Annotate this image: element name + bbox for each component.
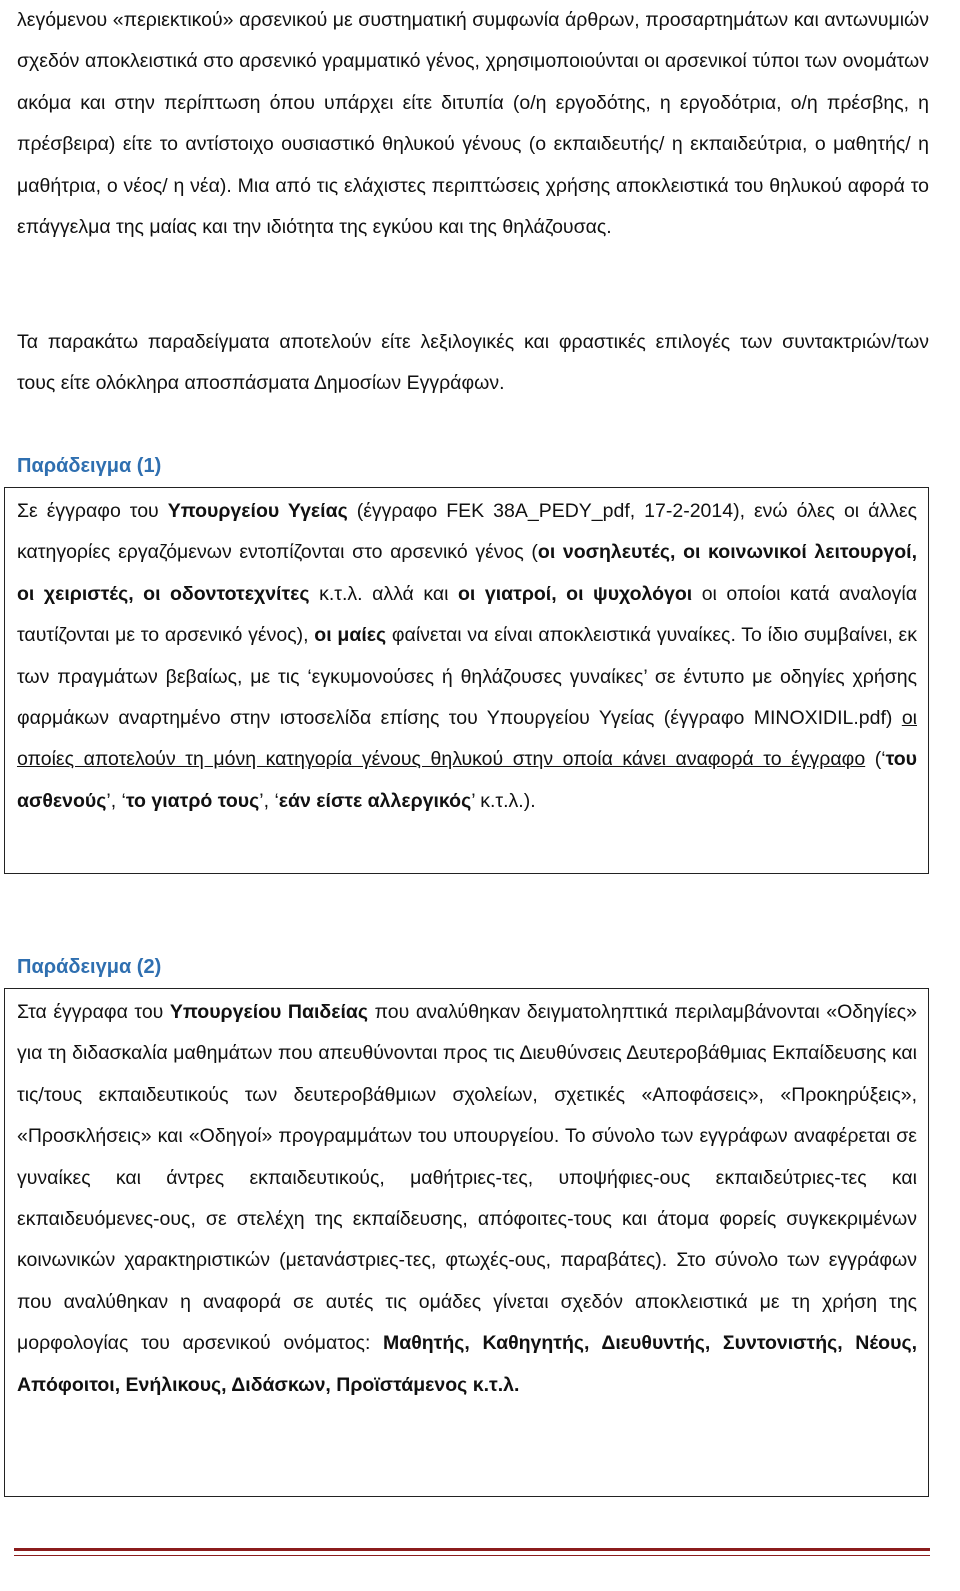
example-1-text-run: ’, ‘ [259, 789, 279, 812]
example-1-text-run: Σε έγγραφο του [17, 500, 168, 522]
quote-doctor: το γιατρό τους [125, 789, 260, 812]
midwives-term: οι μαίες [314, 624, 387, 647]
example-1-text [17, 488, 917, 822]
example-1-text-run: (έγγραφο FEK 38A_PEDY_pdf, 17-2-2014), ενώ όλες οι άλλες κατηγορίες εργαζόμενων εντοπίζονται στο αρσενικό γένος ( [17, 500, 917, 564]
footer-rule-thin [14, 1555, 930, 1556]
intro-paragraph-2: Τα παρακάτω παραδείγματα αποτελούν είτε λεξιλογικές και φραστικές επιλογές των συντακτριών/των τους είτε ολόκληρα αποσπάσματα Δημοσίων Εγγράφων. [17, 331, 929, 395]
footer-rule-thick [14, 1548, 930, 1551]
example-1-text-run: (‘ [865, 748, 886, 771]
quote-allergic: εάν είστε αλλεργικός [278, 789, 472, 812]
example-2-text [17, 989, 917, 1406]
example-1-text-run: ’, ‘ [106, 789, 126, 812]
masculine-terms-list: Μαθητής, Καθηγητής, Διευθυντής, Συντονιστής, Νέους, Απόφοιτοι, Ενήλικους, Διδάσκων, Προϊστάμενος κ.τ.λ. [17, 1332, 917, 1396]
quote-patient: του ασθενούς [17, 748, 917, 812]
example-1-text-run: κ.τ.λ. αλλά και [309, 582, 459, 605]
example-1-text-run: φαίνεται να είναι αποκλειστικά γυναίκες. Το ίδιο συμβαίνει, εκ των πραγμάτων βεβαίως, με τις ‘εγκυμονούσες ή θηλάζουσες γυναίκες’ σε έντυπο με οδηγίες χρήσης φαρμάκων αναρτημένο στην ιστοσελίδα επίσης του Υπουργείου Υγείας (έγγραφο MINOXIDIL.pdf) [17, 624, 917, 730]
ministry-education-name: Υπουργείου Παιδείας [169, 1001, 369, 1023]
example-1-text-run: οι οποίοι κατά αναλογία ταυτίζονται με το αρσενικό γένος), [17, 582, 918, 647]
ministry-health-name: Υπουργείου Υγείας [167, 500, 348, 522]
occupations-masculine: οι νοσηλευτές, οι κοινωνικοί λειτουργοί, οι χειριστές, οι οδοντοτεχνίτες [17, 541, 917, 605]
example-2-box [4, 988, 929, 1497]
example-2-text-run: που αναλύθηκαν δειγματοληπτικά περιλαμβάνονται «Οδηγίες» για τη διδασκαλία μαθημάτων που απευθύνονται προς τις Διευθύνσεις Δευτεροβάθμιας Εκπαίδευσης και τις/τους εκπαιδευτικούς των δευτεροβάθμιων σχολείων, σχετικές «Αποφάσεις», «Προκηρύξεις», «Προσκλήσεις» και «Οδηγοί» προγραμμάτων του υπουργείου. Το σύνολο των εγγράφων αναφέρεται σε γυναίκες και άντρες εκπαιδευτικούς, μαθήτριες-τες, υποψήφιες-ους εκπαιδεύτριες-τες και εκπαιδευόμενες-ους, σε στελέχη της εκπαίδευσης, απόφοιτες-τους και άτομα φορείς συγκεκριμένων κοινωνικών χαρακτηριστικών (μετανάστριες-τες, φτωχές-ους, παραβάτες). Στο σύνολο των εγγράφων που αναλύθηκαν η αναφορά σε αυτές τις ομάδες γίνεται σχεδόν αποκλειστικά με τη χρήση της μορφολογίας του αρσενικού ονόματος: [17, 1001, 917, 1355]
example-2-heading: Παράδειγμα (2) [17, 956, 162, 978]
underlined-remark: οι οποίες αποτελούν τη μόνη κατηγορία γένους θηλυκού στην οποία κάνει αναφορά το έγγραφο [17, 707, 917, 771]
intro-paragraph-1: λεγόμενου «περιεκτικού» αρσενικού με συστηματική συμφωνία άρθρων, προσαρτημάτων και αντωνυμιών σχεδόν αποκλειστικά στο αρσενικό γραμματικό γένος, χρησιμοποιούνται οι αρσενικοί τύποι των ονομάτων ακόμα και στην περίπτωση όπου υπάρχει είτε διτυπία (ο/η εργοδότης, η εργοδότρια, ο/η πρέσβης, η πρέσβειρα) είτε το αντίστοιχο ουσιαστικό θηλυκού γένους (ο εκπαιδευτής/ η εκπαιδεύτρια, ο μαθητής/ η μαθήτρια, ο νέος/ η νέα). Μια από τις ελάχιστες περιπτώσεις χρήσης αποκλειστικά του θηλυκού αφορά το επάγγελμα της μαίας και την ιδιότητα της εγκύου και της θηλάζουσας. [17, 9, 929, 239]
example-1-box [4, 487, 929, 874]
doctors-psychologists: οι γιατροί, οι ψυχολόγοι [458, 582, 693, 605]
example-2-text-run: Στα έγγραφα του [17, 1001, 170, 1023]
example-1-text-run: ’ κ.τ.λ.). [471, 789, 536, 812]
example-1-heading: Παράδειγμα (1) [17, 455, 162, 477]
